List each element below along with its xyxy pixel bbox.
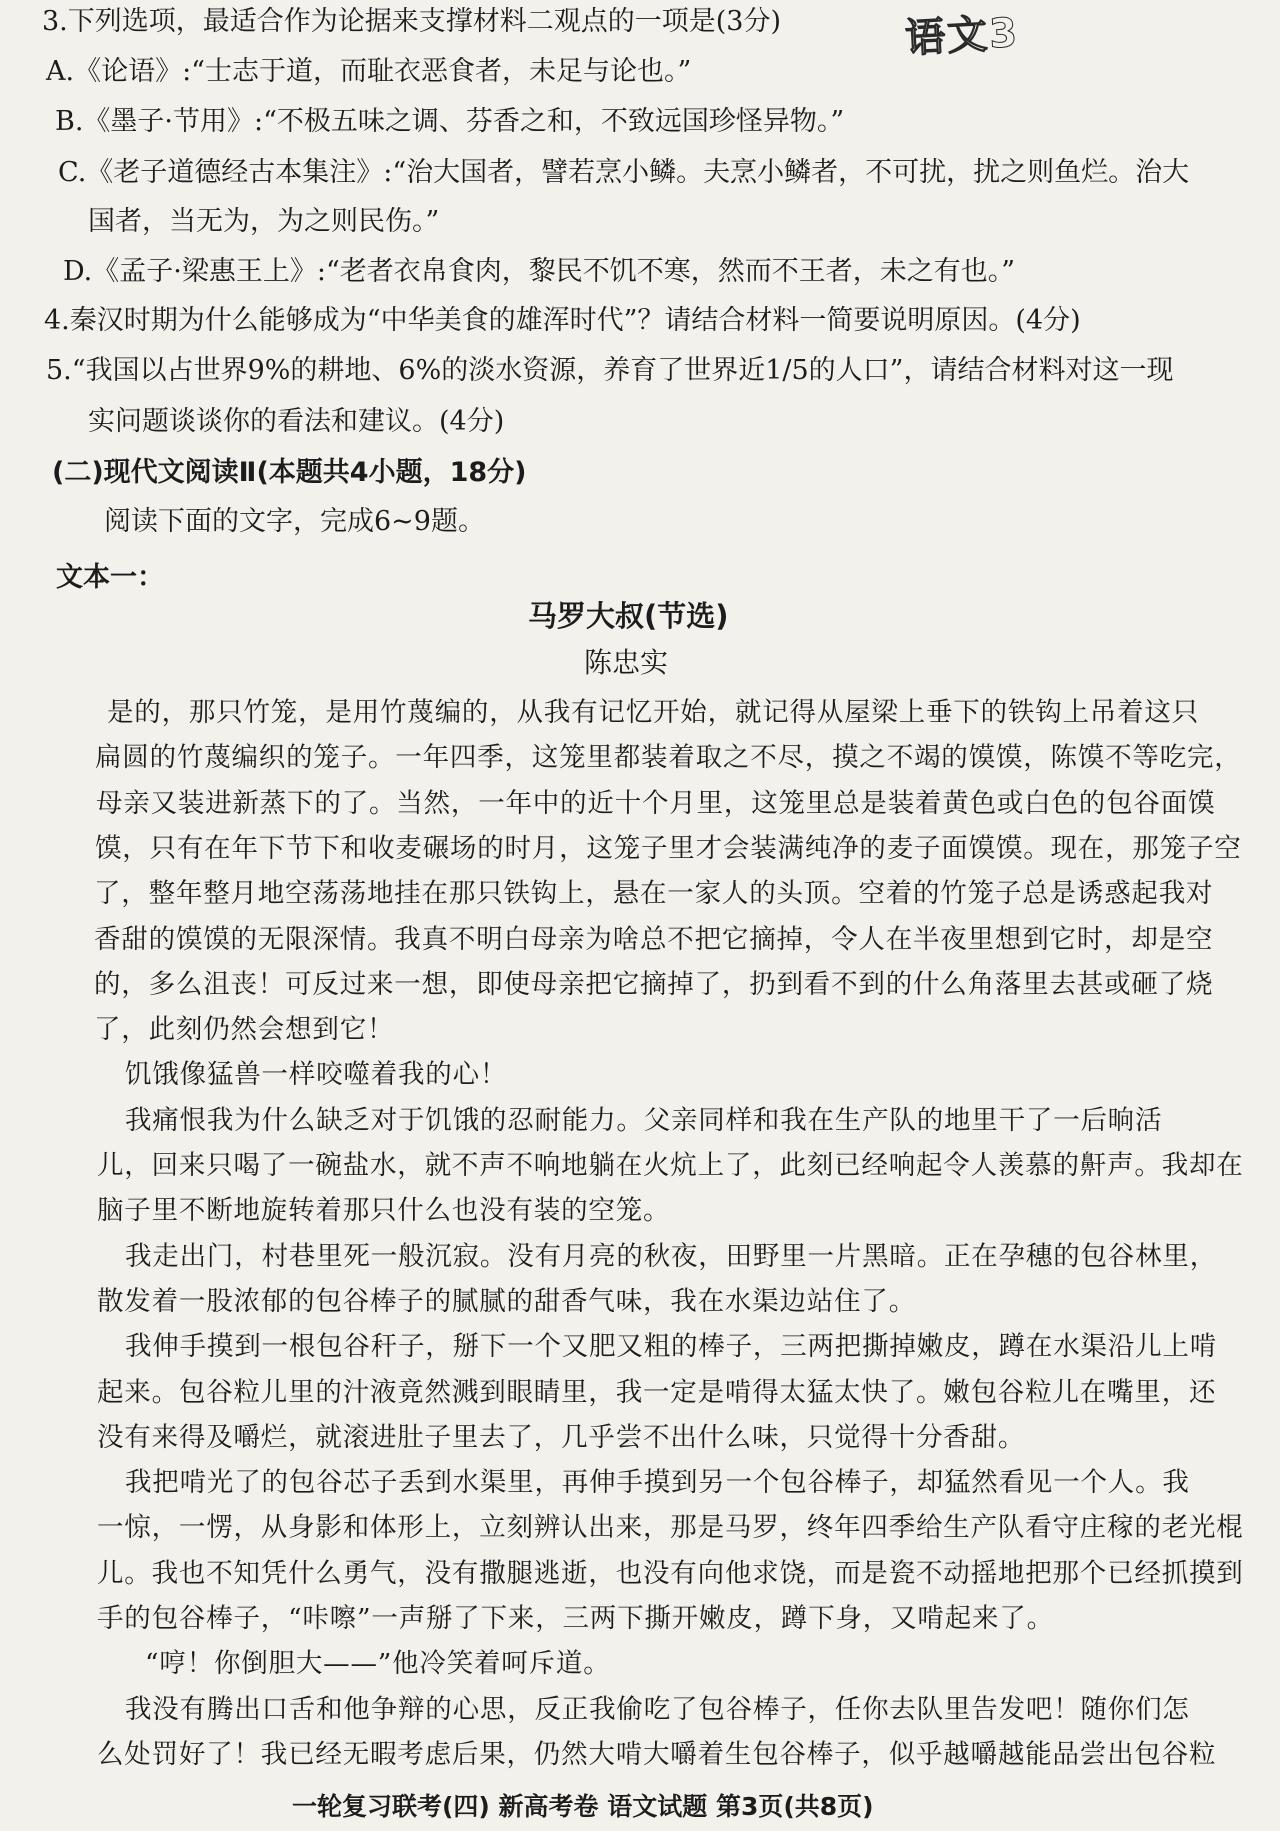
q3-option-c-line2: 国者，当无为，为之则民伤。” (88, 206, 440, 237)
q3-option-b: B.《墨子·节用》:“不极五味之调、芬香之和，不致远国珍怪异物。” (55, 106, 845, 137)
article-line: 了，整年整月地空荡荡地挂在那只铁钩上，悬在一家人的头顶。空着的竹笼子总是诱惑起我对 (94, 878, 1214, 909)
article-line: 我把啃光了的包谷芯子丢到水渠里，再伸手摸到另一个包谷棒子，却猛然看见一个人。我 (125, 1467, 1190, 1498)
article-line: 手的包谷棒子，“咔嚓”一声掰了下来，三两下撕开嫩皮，蹲下身，又啃起来了。 (97, 1603, 1054, 1634)
article-line: 馍，只有在年下节下和收麦碾场的时月，这笼子里才会装满纯净的麦子面馍馍。现在，那笼子空 (95, 833, 1242, 864)
article-line: 一惊，一愣，从身影和体形上，立刻辨认出来，那是马罗，终年四季给生产队看守庄稼的老光棍 (97, 1512, 1244, 1543)
section-heading: (二)现代文阅读Ⅱ(本题共4小题，18分) (52, 457, 527, 488)
article-line: 我伸手摸到一根包谷秆子，掰下一个又肥又粗的棒子，三两把撕掉嫩皮，蹲在水渠沿儿上啃 (125, 1331, 1217, 1362)
q3-option-a: A.《论语》:“士志于道，而耻衣恶食者，未足与论也。” (46, 56, 692, 87)
q3-stem: 3.下列选项，最适合作为论据来支撑材料二观点的一项是(3分) (42, 6, 782, 37)
q5-stem-line2: 实问题谈谈你的看法和建议。(4分) (88, 406, 505, 437)
article-line: 是的，那只竹笼，是用竹蔑编的，从我有记忆开始，就记得从屋梁上垂下的铁钩上吊着这只 (107, 697, 1199, 728)
article-line: 散发着一股浓郁的包谷棒子的腻腻的甜香气味，我在水渠边站住了。 (97, 1286, 916, 1317)
article-line: 脑子里不断地旋转着那只什么也没有装的空笼。 (97, 1195, 671, 1226)
article-line: 没有来得及嚼烂，就滚进肚子里去了，几乎尝不出什么味，只觉得十分香甜。 (97, 1422, 1026, 1453)
article-line: 我走出门，村巷里死一般沉寂。没有月亮的秋夜，田野里一片黑暗。正在孕穗的包谷林里， (125, 1241, 1217, 1272)
article-line: 的，多么沮丧！可反过来一想，即使母亲把它摘掉了，扔到看不到的什么角落里去甚或砸了烧 (94, 969, 1214, 1000)
q3-option-d: D.《孟子·梁惠王上》:“老者衣帛食肉，黎民不饥不寒，然而不王者，未之有也。” (63, 256, 1016, 287)
article-line: 扁圆的竹蔑编织的笼子。一年四季，这笼里都装着取之不尽，摸之不竭的馍馍，陈馍不等吃完， (95, 742, 1242, 773)
article-line: 饥饿像猛兽一样咬噬着我的心！ (125, 1059, 508, 1090)
article-line: 我痛恨我为什么缺乏对于饥饿的忍耐能力。父亲同样和我在生产队的地里干了一后晌活 (125, 1105, 1163, 1136)
article-line: “哼！你倒胆大——”他冷笑着呵斥道。 (145, 1648, 611, 1679)
article-line: 儿。我也不知凭什么勇气，没有撒腿逃逝，也没有向他求饶，而是瓷不动摇地把那个已经抓摸到 (97, 1558, 1244, 1589)
text-label: 文本一： (56, 562, 164, 593)
q3-option-c-line1: C.《老子道德经古本集注》:“治大国者，譬若烹小鳞。夫烹小鳞者，不可扰，扰之则鱼烂。治大 (58, 157, 1190, 188)
article-line: 了，此刻仍然会想到它！ (94, 1014, 395, 1045)
article-line: 香甜的馍馍的无限深情。我真不明白母亲为啥总不把它摘掉，令人在半夜里想到它时，却是空 (94, 924, 1214, 955)
article-title: 马罗大叔(节选) (528, 599, 729, 633)
article-line: 我没有腾出口舌和他争辩的心思，反正我偷吃了包谷棒子，任你去队里告发吧！随你们怎 (125, 1694, 1190, 1725)
article-line: 儿，回来只喝了一碗盐水，就不声不响地躺在火炕上了，此刻已经响起令人羡慕的鼾声。我却在 (97, 1150, 1244, 1181)
q5-stem-line1: 5.“我国以占世界9%的耕地、6%的淡水资源，养育了世界近1/5的人口”，请结合材料对这一现 (46, 355, 1174, 386)
article-author: 陈忠实 (584, 646, 669, 679)
handwritten-mark: 语文3 (904, 10, 1021, 62)
q4-stem: 4.秦汉时期为什么能够成为“中华美食的雄浑时代”？请结合材料一简要说明原因。(4分) (44, 305, 1081, 336)
article-line: 么处罚好了！我已经无暇考虑后果，仍然大啃大嚼着生包谷棒子，似乎越嚼越能品尝出包谷粒 (97, 1739, 1217, 1770)
page-footer: 一轮复习联考(四) 新高考卷 语文试题 第3页(共8页) (292, 1792, 874, 1821)
section-instruction: 阅读下面的文字，完成6~9题。 (104, 506, 485, 537)
article-line: 起来。包谷粒儿里的汁液竟然溅到眼睛里，我一定是啃得太猛太快了。嫩包谷粒儿在嘴里，还 (97, 1377, 1217, 1408)
article-line: 母亲又装进新蒸下的了。当然，一年中的近十个月里，这笼里总是装着黄色或白色的包谷面馍 (96, 788, 1216, 819)
